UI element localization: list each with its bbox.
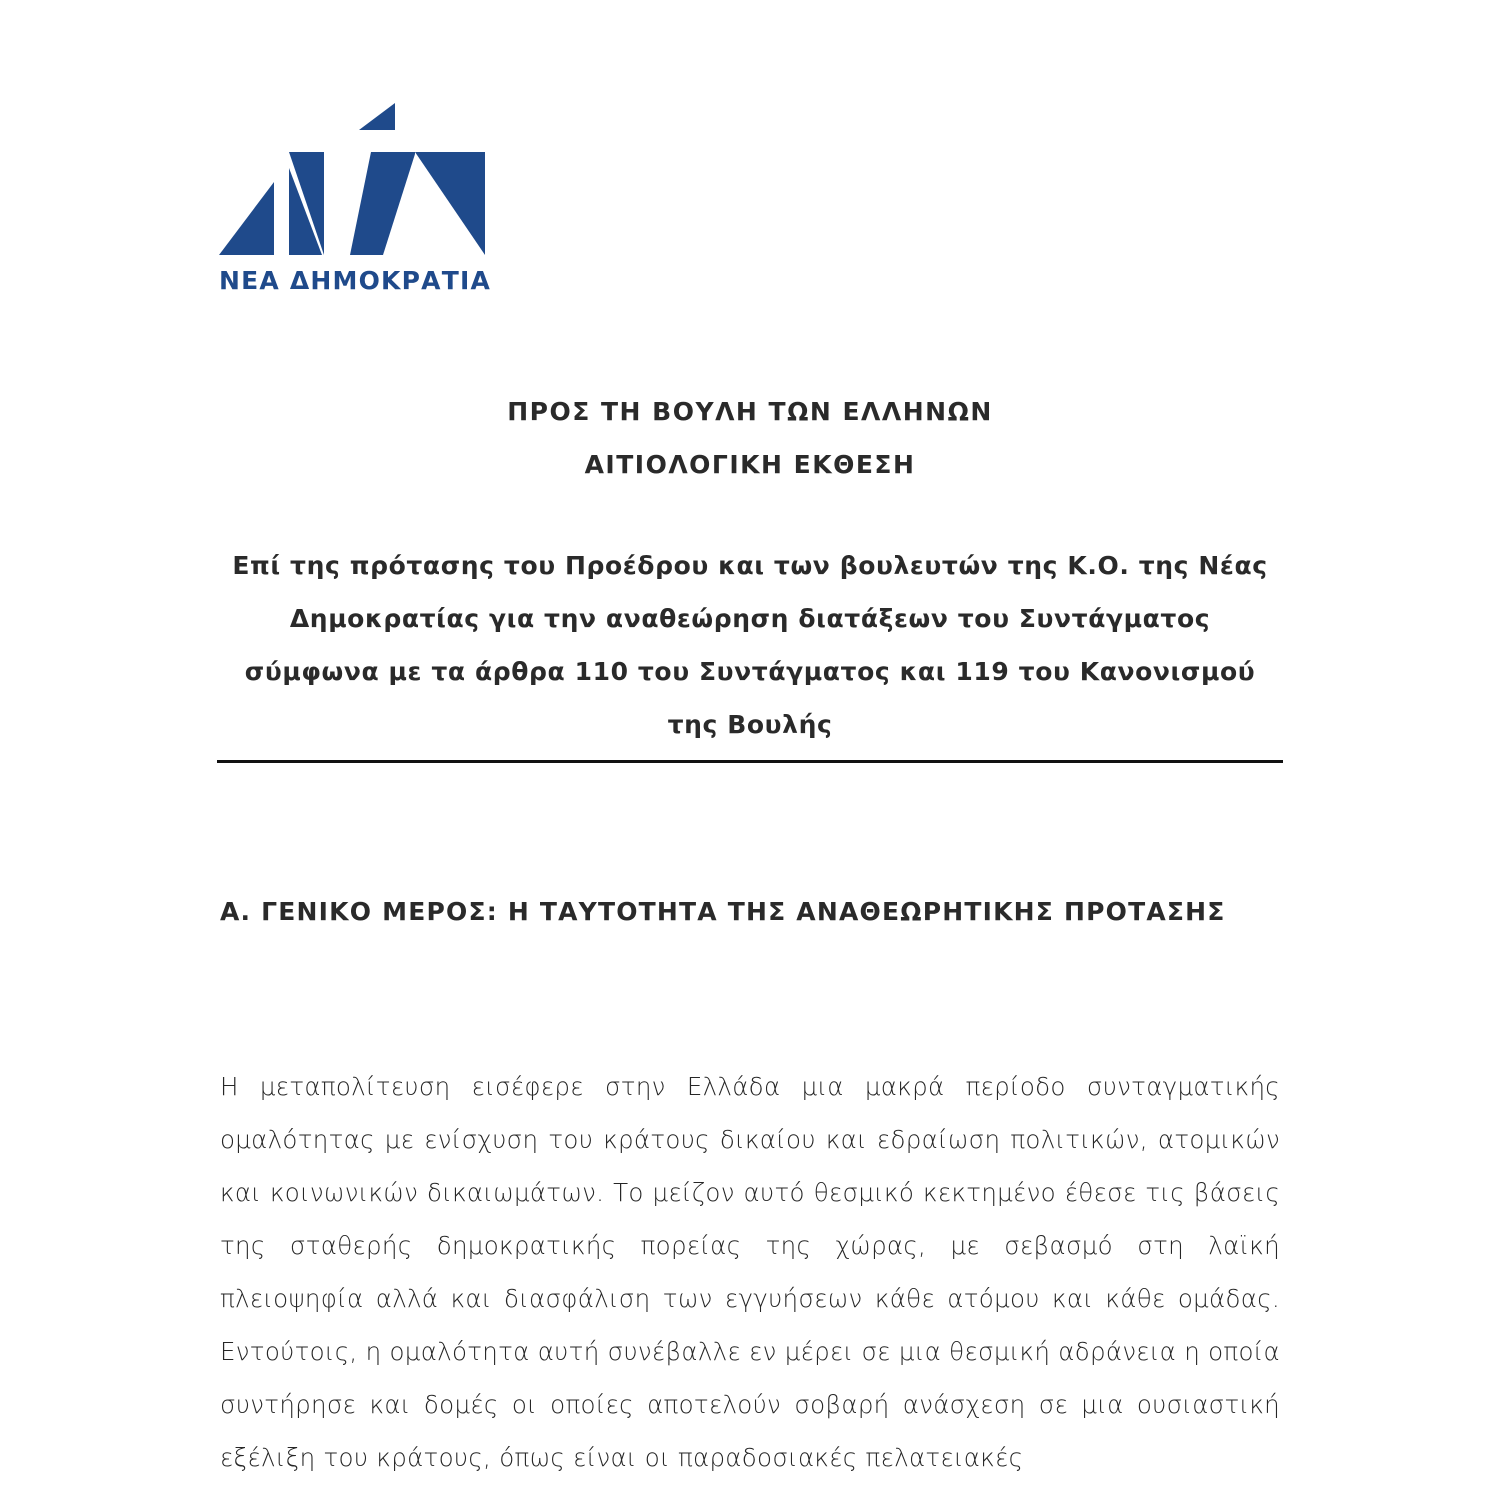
document-header bbox=[220, 385, 1280, 491]
document-subject: Επί της πρότασης του Προέδρου και των βουλευτών της Κ.Ο. της Νέας Δημοκρατίας για την αναθεώρηση διατάξεων του Συντάγματος σύμφωνα με τα άρθρα 110 του Συντάγματος και 119 του Κανονισμού της Βουλής bbox=[232, 551, 1268, 739]
report-title: ΑΙΤΙΟΛΟΓΙΚΗ ΕΚΘΕΣΗ bbox=[584, 450, 916, 479]
addressee-line: ΠΡΟΣ ΤΗ ΒΟΥΛΗ ΤΩΝ ΕΛΛΗΝΩΝ bbox=[507, 397, 993, 426]
party-logo bbox=[219, 100, 499, 300]
party-logo-text: ΝΕΑ ΔΗΜΟΚΡΑΤΙΑ bbox=[219, 266, 492, 295]
body-paragraph: Η μεταπολίτευση εισέφερε στην Ελλάδα μια μακρά περίοδο συνταγματικής ομαλότητας με ενίσχυση του κράτους δικαίου και εδραίωση πολιτικών, ατομικών και κοινωνικών δικαιωμάτων. Το μείζον αυτό θεσμικό κεκτημένο έθεσε τις βάσεις της σταθερής δημοκρατικής πορείας της χώρας, με σεβασμό στη λαϊκή πλειοψηφία αλλά και διασφάλιση των εγγυήσεων κάθε ατόμου και κάθε ομάδας. Εντούτοις, η ομαλότητα αυτή συνέβαλλε εν μέρει σε μια θεσμική αδράνεια η οποία συντήρησε και δομές οι οποίες αποτελούν σοβαρή ανάσχεση σε μια ουσιαστική εξέλιξη του κράτους, όπως είναι οι παραδοσιακές πελατειακές bbox=[220, 1072, 1280, 1472]
horizontal-divider bbox=[217, 760, 1283, 763]
section-heading: Α. ΓΕΝΙΚΟ ΜΕΡΟΣ: Η ΤΑΥΤΟΤΗΤΑ ΤΗΣ ΑΝΑΘΕΩΡΗΤΙΚΗΣ ΠΡΟΤΑΣΗΣ bbox=[220, 897, 1226, 926]
party-logo-mark bbox=[219, 100, 499, 265]
